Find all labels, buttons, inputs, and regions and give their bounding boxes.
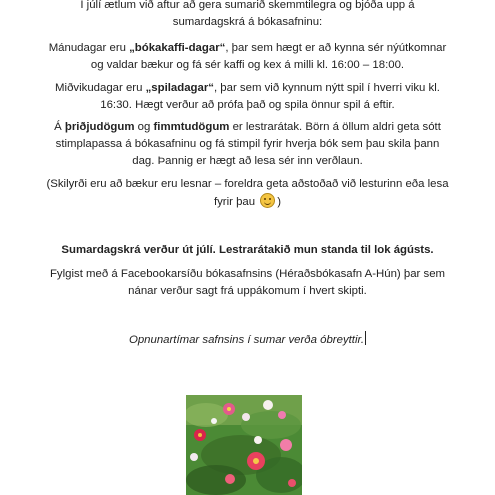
intro-paragraph xyxy=(20,0,475,31)
monday-highlight: „bókakaffi-dagar“ xyxy=(129,42,226,54)
condition-line-1: (Skilyrði eru að bækur eru lesnar – foreldra geta aðstoðað við lesturinn eða lesa xyxy=(46,178,449,190)
reading-challenge-paragraph xyxy=(20,119,475,170)
thursday-highlight: fimmtudögum xyxy=(153,121,230,133)
schedule-text: Sumardagskrá verður út júlí. Lestrarátakið mun standa til lok ágústs. xyxy=(61,244,434,256)
facebook-line-1: Fylgist með á Facebookarsíðu bókasafnsins (Héraðsbókasafn A-Hún) þar sem xyxy=(49,268,446,280)
schedule-paragraph xyxy=(20,242,475,259)
challenge-line-2: stimplapassa á bókasafninu og fá stimpil fyrir hverja bók sem þau skila þann xyxy=(55,138,440,150)
intro-line-2: sumardagskrá á bókasafninu: xyxy=(172,16,323,28)
challenge-line-1: Á þriðjudögum og fimmtudögum er lestrarátak. Börn á öllum aldri geta sótt xyxy=(54,121,441,133)
condition-line-2: fyrir þau ) xyxy=(20,193,475,211)
wednesday-line-2: 16:30. Hægt verður að prófa það og spila önnur spil á eftir. xyxy=(100,99,395,111)
flower-photo xyxy=(186,395,302,495)
condition-paragraph xyxy=(20,176,475,211)
facebook-line-2: nánar verður sagt frá uppákomum í hvert skipti. xyxy=(128,285,367,297)
monday-line-1: Mánudagar eru „bókakaffi-dagar“, þar sem hægt er að kynna sér nýútkomnar xyxy=(48,42,447,54)
hours-text: Opnunartímar safnsins í sumar verða óbreyttir. xyxy=(128,334,365,346)
intro-line-1: Í júlí ætlum við aftur að gera sumarið skemmtilegra og bjóða upp á xyxy=(80,0,415,11)
hours-paragraph xyxy=(20,331,475,349)
smiley-icon xyxy=(260,193,275,208)
monday-paragraph xyxy=(20,40,475,74)
facebook-paragraph xyxy=(20,266,475,300)
tuesday-highlight: þriðjudögum xyxy=(64,121,135,133)
text-cursor xyxy=(365,331,366,345)
wednesday-paragraph xyxy=(20,80,475,114)
wednesday-line-1: Miðvikudagar eru „spiladagar“, þar sem við kynnum nýtt spil í hverri viku kl. xyxy=(55,82,440,94)
wednesday-highlight: „spiladagar“ xyxy=(145,82,214,94)
challenge-line-3: dag. Þannig er hægt að lesa sér inn verðlaun. xyxy=(132,155,363,167)
monday-line-2: og valdar bækur og fá sér kaffi og kex á milli kl. 16:00 – 18:00. xyxy=(90,59,405,71)
flower-image xyxy=(186,395,302,495)
